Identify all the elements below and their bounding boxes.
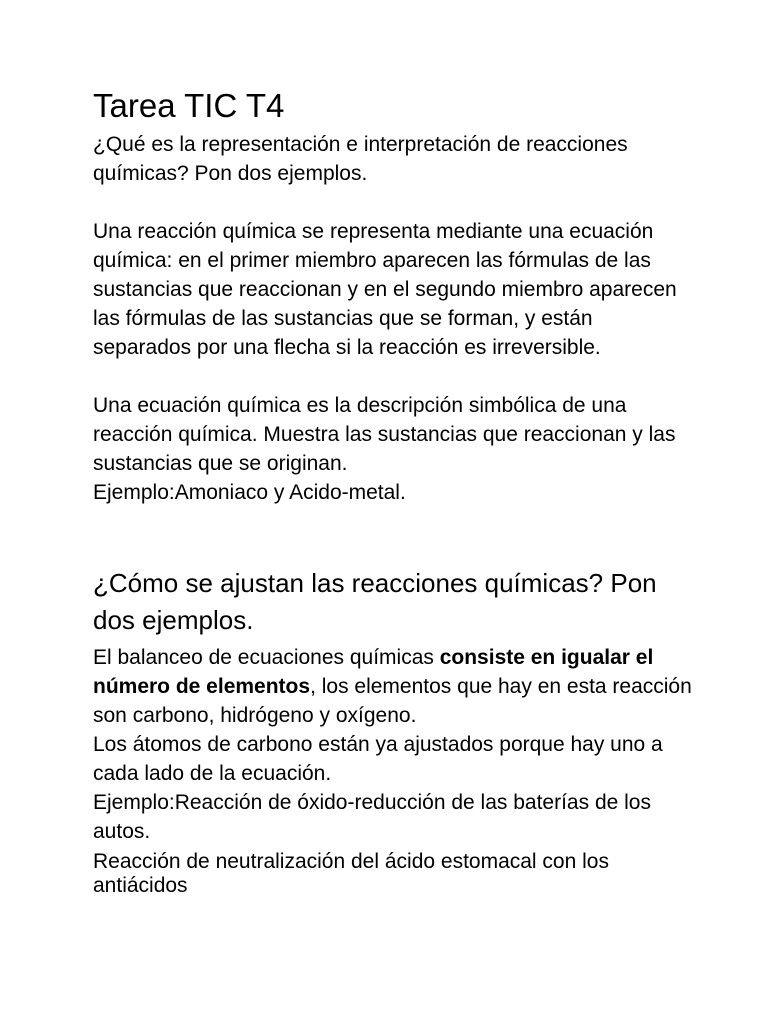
spacer bbox=[93, 188, 693, 217]
spacer bbox=[93, 362, 693, 391]
answer-2-lead: El balanceo de ecuaciones químicas bbox=[93, 646, 440, 669]
answer-2-rest: , los elementos que hay en esta reacción son carbono, hidrógeno y oxígeno. bbox=[93, 675, 692, 727]
spacer bbox=[93, 507, 693, 565]
question-2-heading: ¿Cómo se ajustan las reacciones químicas? Pon dos ejemplos. bbox=[93, 568, 657, 635]
document-title: Tarea TIC T4 bbox=[93, 87, 285, 124]
answer-1-example: Ejemplo:Amoniaco y Acido-metal. bbox=[93, 481, 406, 504]
answer-1-paragraph-2: Una ecuación química es la descripción simbólica de una reacción química. Muestra las sustancias que reaccionan y las sustancias que se originan. bbox=[93, 394, 676, 475]
answer-2-paragraph-1 bbox=[93, 643, 693, 730]
answer-2-bold: consiste en igualar el número de elementos bbox=[93, 646, 654, 698]
answer-2-example: Ejemplo:Reacción de óxido-reducción de las baterías de los autos. bbox=[93, 791, 651, 843]
answer-2-example-2: Reacción de neutralización del ácido estomacal con los antiácidos bbox=[93, 850, 609, 897]
document-page bbox=[93, 86, 693, 898]
answer-2-paragraph-2: Los átomos de carbono están ya ajustados porque hay uno a cada lado de la ecuación. bbox=[93, 733, 663, 785]
answer-1-paragraph-1: Una reacción química se representa mediante una ecuación química: en el primer miembro aparecen las fórmulas de las sustancias que reaccionan y en el segundo miembro aparecen las fórmulas de las sustancias que se forman, y están separados por una flecha si la reacción es irreversible. bbox=[93, 220, 677, 359]
question-1: ¿Qué es la representación e interpretación de reacciones químicas? Pon dos ejemplos. bbox=[93, 133, 628, 185]
